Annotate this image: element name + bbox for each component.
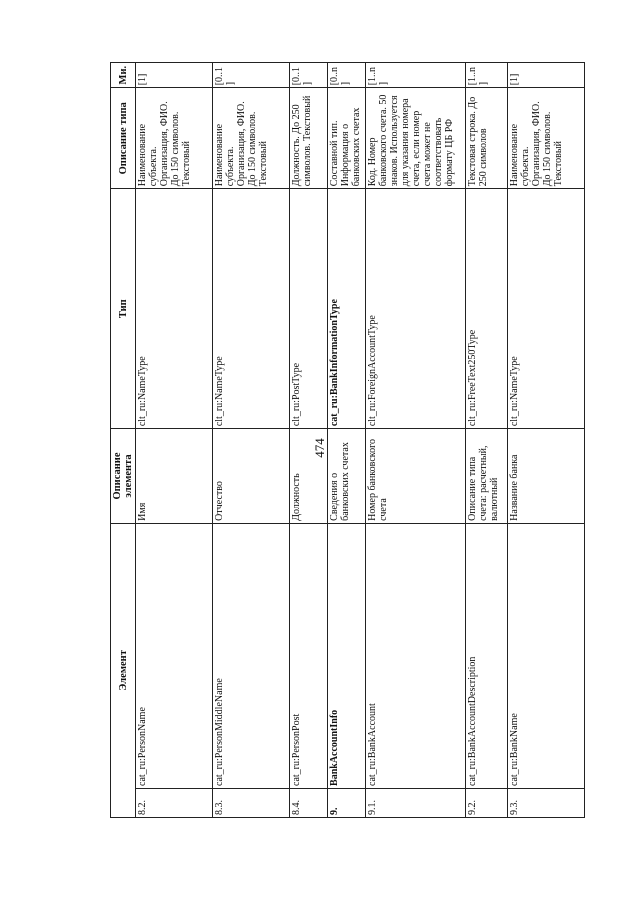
- row-multiplicity: [0..1]: [213, 63, 290, 88]
- row-type-description: Наименование субъекта. Организация, ФИО. До 150 символов. Текстовый: [213, 88, 290, 189]
- row-element: cat_ru:BankAccount: [366, 523, 466, 788]
- row-number: 9.1.: [366, 788, 466, 817]
- row-element: cat_ru:PersonMiddleName: [213, 523, 290, 788]
- row-number: 9.2.: [466, 788, 508, 817]
- row-multiplicity: [1..n]: [366, 63, 466, 88]
- row-type-description: Составной тип. Информация о банковских счетах: [328, 88, 366, 189]
- row-element-description: Номер банковского счета: [366, 429, 466, 524]
- table-row: [213, 63, 290, 818]
- row-multiplicity: [1]: [508, 63, 585, 88]
- page-number: 474: [312, 438, 327, 458]
- row-element: cat_ru:BankName: [508, 523, 585, 788]
- row-type-description: Наименование субъекта. Организация, ФИО. До 150 символов. Текстовый: [136, 88, 213, 189]
- row-element: BankAccountInfo: [328, 523, 366, 788]
- header-multiplicity: Ми.: [111, 63, 136, 88]
- row-type-description: Код. Номер банковского счета. 50 знаков. Используется для указания номера счета, если номер счета может не соответствовать формату ЦБ РФ: [366, 88, 466, 189]
- row-type: clt_ru:NameType: [508, 189, 585, 429]
- row-element-description: Описание типа счета: расчетный, валютный: [466, 429, 508, 524]
- table-header-row: [111, 63, 136, 818]
- row-type: clt_ru:PostType: [290, 189, 328, 429]
- table-row: [290, 63, 328, 818]
- table-row: [136, 63, 213, 818]
- row-element-description: Должность: [290, 429, 328, 524]
- row-number: 9.3.: [508, 788, 585, 817]
- row-type-description: Текстовая строка. До 250 символов: [466, 88, 508, 189]
- header-element: Элемент: [111, 523, 136, 817]
- rotated-table-container: [110, 62, 564, 818]
- table-row: [328, 63, 366, 818]
- header-element-description: Описание элемента: [111, 429, 136, 524]
- row-type: clt_ru:NameType: [213, 189, 290, 429]
- row-number: 8.4.: [290, 788, 328, 817]
- row-element: cat_ru:BankAccountDescription: [466, 523, 508, 788]
- row-element: cat_ru:PersonPost: [290, 523, 328, 788]
- row-number: 9.: [328, 788, 366, 817]
- header-type: Тип: [111, 189, 136, 429]
- row-type: cat_ru:BankInformationType: [328, 189, 366, 429]
- row-type: clt_ru:NameType: [136, 189, 213, 429]
- row-multiplicity: [1..n]: [466, 63, 508, 88]
- header-type-description: Описание типа: [111, 88, 136, 189]
- row-type-description: Наименование субъекта. Организация, ФИО. До 150 символов. Текстовый: [508, 88, 585, 189]
- row-type: clt_ru:FreeText250Type: [466, 189, 508, 429]
- schema-table: [110, 62, 585, 818]
- row-element-description: Название банка: [508, 429, 585, 524]
- row-element-description: Имя: [136, 429, 213, 524]
- table-row: [466, 63, 508, 818]
- row-number: 8.2.: [136, 788, 213, 817]
- row-type: clt_ru:ForeignAccountType: [366, 189, 466, 429]
- table-row: [366, 63, 466, 818]
- row-number: 8.3.: [213, 788, 290, 817]
- table-row: [508, 63, 585, 818]
- row-multiplicity: [1]: [136, 63, 213, 88]
- row-type-description: Должность. До 250 символов. Текстовый: [290, 88, 328, 189]
- row-element-description: Сведения о банковских счетах: [328, 429, 366, 524]
- row-multiplicity: [0..n]: [328, 63, 366, 88]
- table-body: [136, 63, 585, 818]
- row-element: cat_ru:PersonName: [136, 523, 213, 788]
- row-element-description: Отчество: [213, 429, 290, 524]
- row-multiplicity: [0..1]: [290, 63, 328, 88]
